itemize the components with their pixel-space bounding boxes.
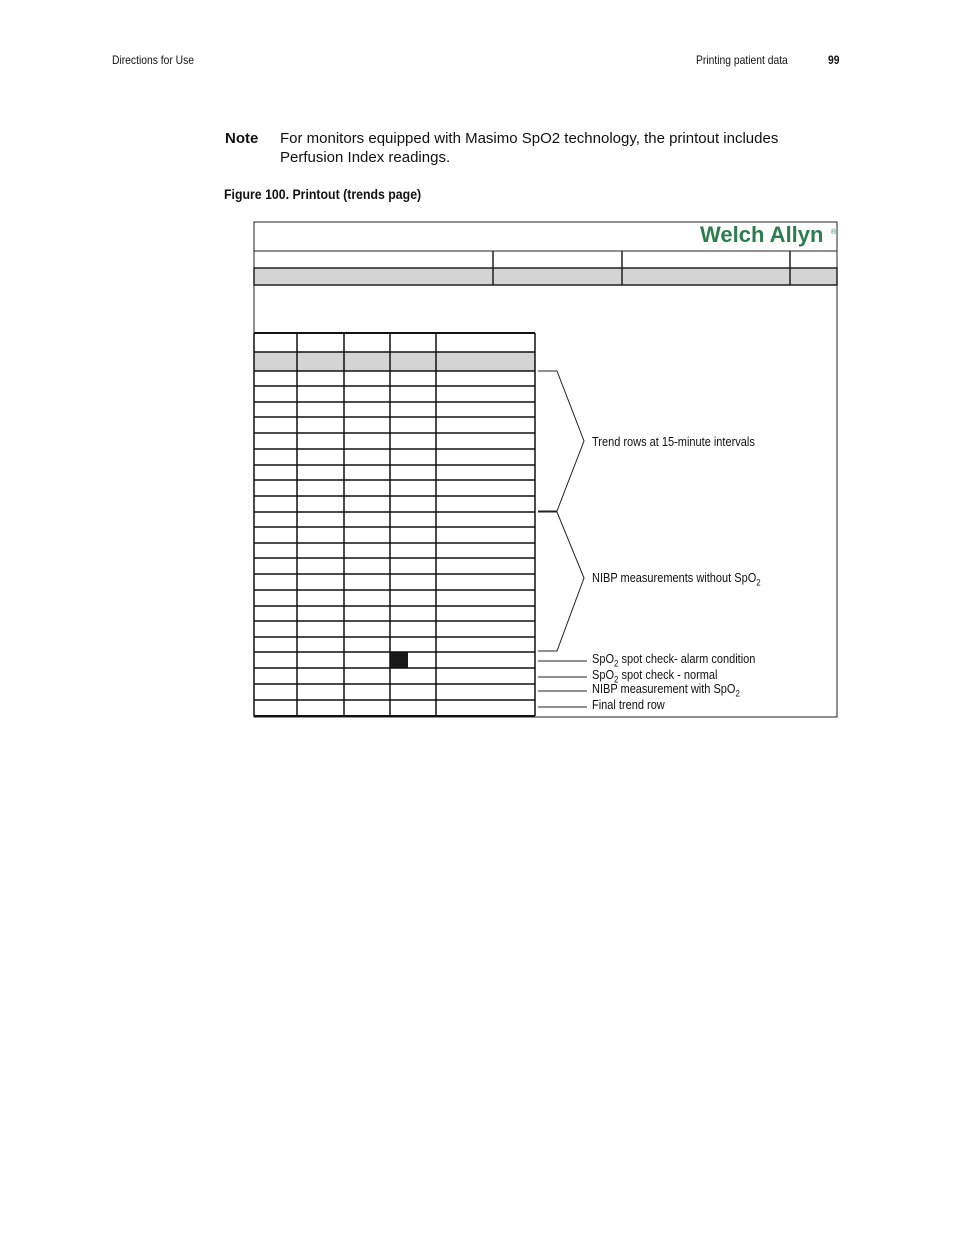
- running-header-section: Printing patient data: [696, 53, 788, 67]
- subscript-2: 2: [614, 674, 619, 685]
- subscript-2: 2: [756, 577, 761, 588]
- callout-spot-alarm-prefix: SpO: [592, 652, 615, 666]
- welch-allyn-logo: Welch Allyn: [700, 222, 824, 247]
- registered-mark-icon: ®: [831, 229, 837, 236]
- callout-spot-normal-prefix: SpO: [592, 668, 615, 682]
- callout-nibp-without: [592, 571, 761, 588]
- callout-spot-normal-suffix: spot check - normal: [618, 668, 718, 682]
- callout-spot-alarm: [592, 652, 755, 669]
- table-header-shaded-row: [254, 352, 535, 371]
- note-text-line-2: Perfusion Index readings.: [280, 149, 451, 166]
- callout-final-row: Final trend row: [592, 698, 665, 712]
- bracket-nibp-without: [538, 512, 584, 651]
- subscript-2: 2: [735, 688, 740, 699]
- alarm-condition-cell: [390, 652, 408, 668]
- note-text-line-1: For monitors equipped with Masimo SpO2 technology, the printout includes: [280, 130, 779, 147]
- page-number: 99: [828, 53, 840, 67]
- callout-trend-rows: Trend rows at 15-minute intervals: [592, 435, 755, 449]
- subscript-2: 2: [614, 658, 619, 669]
- bracket-trend-rows: [538, 371, 584, 511]
- callout-nibp-with: [592, 682, 740, 699]
- printout-frame: [254, 222, 837, 717]
- trend-table: [254, 333, 535, 716]
- header-shaded-row: [254, 268, 837, 285]
- callout-spot-alarm-suffix: spot check- alarm condition: [618, 652, 756, 666]
- callout-nibp-without-text: NIBP measurements without SpO: [592, 571, 757, 585]
- callout-nibp-with-text: NIBP measurement with SpO: [592, 682, 736, 696]
- figure-caption: Figure 100. Printout (trends page): [224, 186, 422, 202]
- running-header-left: Directions for Use: [112, 53, 195, 67]
- note-label: Note: [225, 130, 259, 147]
